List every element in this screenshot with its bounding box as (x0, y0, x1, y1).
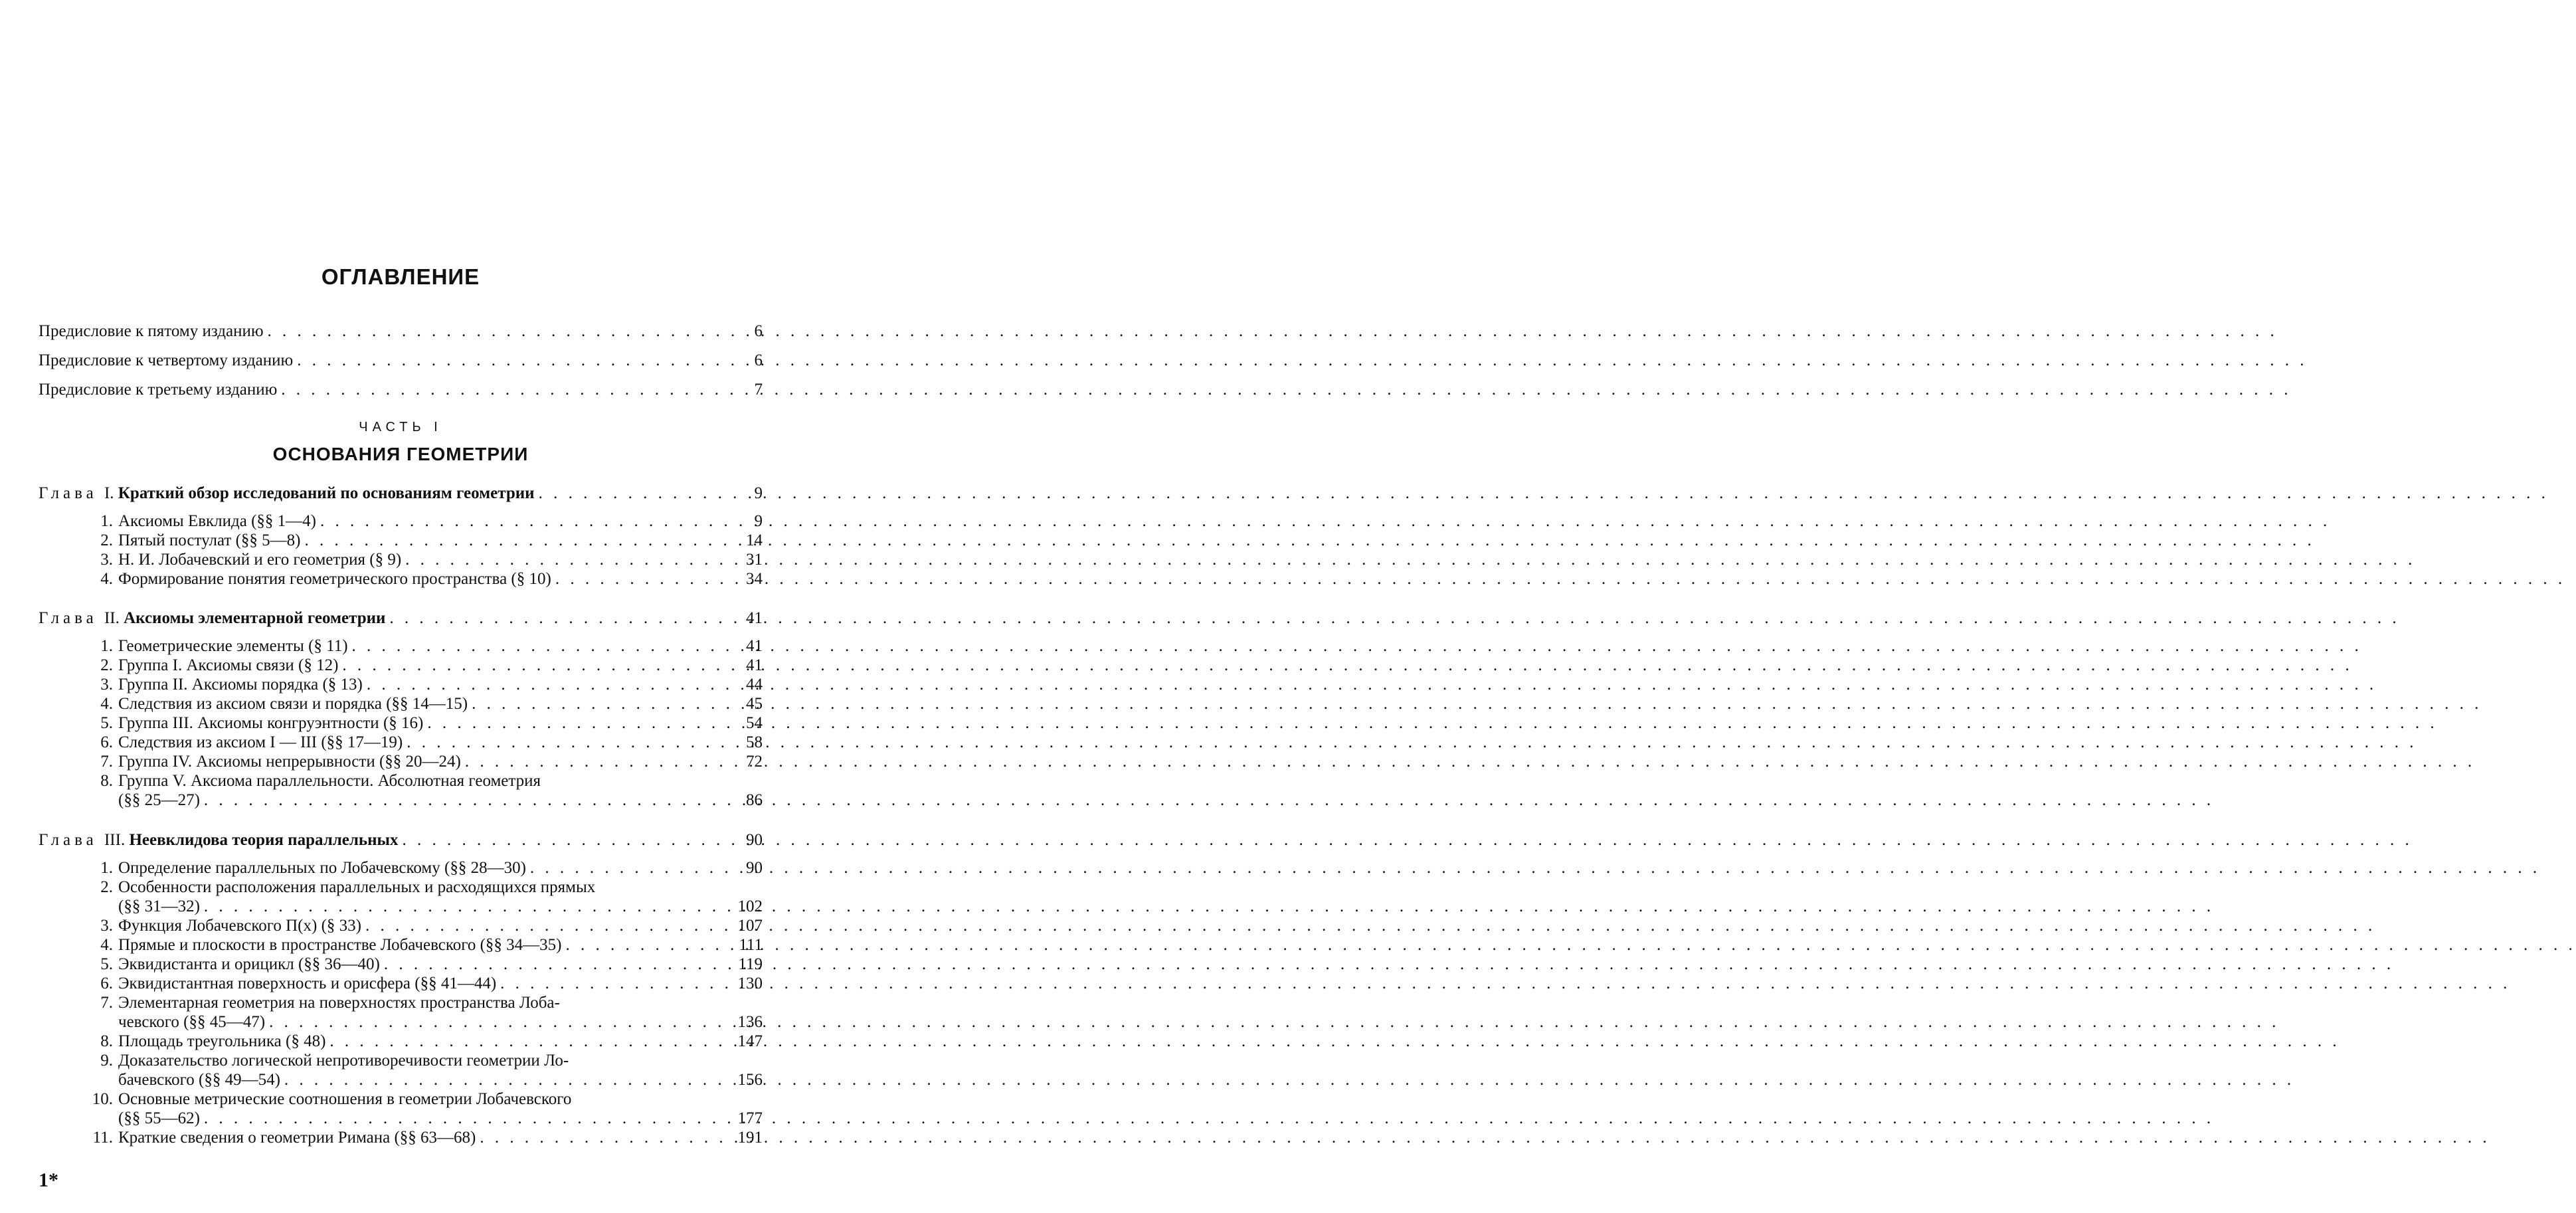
entry-text: Прямые и плоскости в пространстве Лобачевского (§§ 34—35) (118, 935, 561, 955)
toc-entry[interactable] (85, 531, 763, 551)
entry-page: 58 (716, 733, 763, 753)
leader-dots (539, 484, 712, 504)
toc-entry[interactable] (85, 569, 763, 589)
toc-page (39, 0, 763, 1213)
entry-text: Группа I. Аксиомы связи (§ 12) (118, 656, 338, 676)
leader-dots (329, 1032, 712, 1052)
entry-text: Краткие сведения о геометрии Римана (§§ 63—68) (118, 1128, 476, 1148)
leader-dots (407, 733, 712, 753)
chapter-heading-3[interactable] (39, 830, 763, 850)
entry-text-line1: Особенности расположения параллельных и расходящихся прямых (118, 878, 736, 897)
toc-entry[interactable] (85, 858, 763, 878)
entry-text: Группа IV. Аксиомы непрерывности (§§ 20—24) (118, 752, 461, 772)
entry-text-line1: Основные метрические соотношения в геометрии Лобачевского (118, 1089, 736, 1109)
entry-number: 5. (85, 713, 113, 733)
toc-entry-continuation[interactable] (118, 1109, 763, 1129)
entry-text: Геометрические элементы (§ 11) (118, 636, 348, 656)
entry-text: Группа II. Аксиомы порядка (§ 13) (118, 675, 363, 695)
leader-dots (365, 916, 712, 936)
entry-text: Предисловие к третьему изданию (39, 380, 277, 400)
leader-dots (281, 380, 712, 400)
entry-page: 119 (716, 955, 763, 975)
leader-dots (297, 351, 712, 371)
leader-dots (204, 1109, 712, 1129)
entry-number: 2. (85, 531, 113, 551)
entry-text: Следствия из аксиом связи и порядка (§§ 14—15) (118, 694, 468, 714)
entry-number: 6. (85, 974, 113, 994)
toc-entry-continuation[interactable] (118, 791, 763, 810)
toc-entry-multiline[interactable] (85, 771, 763, 791)
entry-page: 31 (716, 550, 763, 570)
entry-number: 11. (85, 1128, 113, 1148)
toc-entry[interactable] (85, 1032, 763, 1052)
toc-entry-multiline[interactable] (85, 993, 763, 1013)
entry-page: 111 (716, 935, 763, 955)
entry-number: 1. (85, 858, 113, 878)
entry-text: Н. И. Лобачевский и его геометрия (§ 9) (118, 550, 401, 570)
entry-page: 9 (716, 512, 763, 531)
entry-number: 4. (85, 935, 113, 955)
entry-number: 3. (85, 916, 113, 936)
entry-text-line2: (§§ 25—27) (118, 791, 200, 810)
entry-number: 1. (85, 512, 113, 531)
chapter-word: Глава (39, 609, 98, 627)
leader-dots (284, 1070, 712, 1090)
entry-text: Предисловие к четвертому изданию (39, 351, 293, 371)
entry-page: 41 (716, 608, 763, 628)
toc-entry[interactable] (85, 752, 763, 772)
toc-entry[interactable] (85, 694, 763, 714)
leader-dots (305, 531, 713, 551)
leader-dots (269, 1012, 712, 1032)
toc-entry[interactable] (85, 675, 763, 695)
part-label: ЧАСТЬ I (39, 420, 763, 435)
toc-entry[interactable] (85, 974, 763, 994)
leader-dots (403, 830, 712, 850)
chapter-title: Неевклидова теория параллельных (129, 831, 398, 849)
leader-dots (384, 955, 712, 975)
leader-dots (268, 322, 712, 341)
chapter-number: II. (104, 609, 120, 627)
entry-text: Эквидистантная поверхность и орисфера (§§ 41—44) (118, 974, 496, 994)
leader-dots (352, 636, 712, 656)
toc-entry[interactable] (85, 713, 763, 733)
entry-page: 9 (716, 484, 763, 504)
leader-dots (480, 1128, 712, 1148)
chapter-number: III. (104, 831, 125, 849)
entry-text: Площадь треугольника (§ 48) (118, 1032, 325, 1052)
entry-page: 41 (716, 636, 763, 656)
leader-dots (367, 675, 712, 695)
toc-entry[interactable] (85, 1128, 763, 1148)
toc-entry-multiline[interactable] (85, 1089, 763, 1109)
leader-dots (565, 935, 712, 955)
toc-entry[interactable] (85, 916, 763, 936)
entry-page: 72 (716, 752, 763, 772)
leader-dots (204, 791, 712, 810)
toc-entry[interactable] (85, 550, 763, 570)
toc-entry-multiline[interactable] (85, 878, 763, 897)
entry-number: 5. (85, 955, 113, 975)
entry-page: 90 (716, 830, 763, 850)
leader-dots (472, 694, 712, 714)
toc-entry-continuation[interactable] (118, 897, 763, 917)
entry-number: 1. (85, 636, 113, 656)
entry-number: 3. (85, 550, 113, 570)
leader-dots (530, 858, 712, 878)
entry-number: 2. (85, 656, 113, 676)
leader-dots (204, 897, 712, 917)
entry-text: Функция Лобачевского П(x) (§ 33) (118, 916, 361, 936)
entry-text: Эквидистанта и орицикл (§§ 36—40) (118, 955, 380, 975)
entry-page: 7 (716, 380, 763, 400)
entry-number: 8. (85, 1032, 113, 1052)
part-title: ОСНОВАНИЯ ГЕОМЕТРИИ (39, 444, 763, 465)
entry-text: Пятый постулат (§§ 5—8) (118, 531, 301, 551)
entry-page: 107 (716, 916, 763, 936)
page-signature: 1* (39, 1169, 58, 1192)
chapter-word: Глава (39, 831, 98, 849)
entry-number: 4. (85, 569, 113, 589)
toc-entry[interactable] (85, 935, 763, 955)
chapter-title: Краткий обзор исследований по основаниям геометрии (118, 484, 535, 502)
entry-page: 90 (716, 858, 763, 878)
toc-entry-continuation[interactable] (118, 1012, 763, 1032)
toc-entry[interactable] (85, 512, 763, 531)
entry-text: Аксиомы Евклида (§§ 1—4) (118, 512, 316, 531)
chapter-heading-2[interactable] (39, 608, 763, 628)
entry-text-line1: Элементарная геометрия на поверхностях пространства Лоба- (118, 993, 736, 1013)
chapter-title: Аксиомы элементарной геометрии (124, 609, 385, 627)
toc-entry-preface-3[interactable] (39, 380, 763, 400)
entry-number: 10. (85, 1089, 113, 1109)
entry-page: 156 (716, 1070, 763, 1090)
entry-page: 130 (716, 974, 763, 994)
entry-page: 136 (716, 1012, 763, 1032)
entry-page: 6 (716, 351, 763, 371)
leader-dots (555, 569, 712, 589)
leader-dots (465, 752, 712, 772)
entry-page: 14 (716, 531, 763, 551)
leader-dots (427, 713, 712, 733)
toc-entry[interactable] (85, 656, 763, 676)
entry-text: Следствия из аксиом I — III (§§ 17—19) (118, 733, 403, 753)
entry-number: 3. (85, 675, 113, 695)
entry-number: 7. (85, 752, 113, 772)
leader-dots (342, 656, 712, 676)
leader-dots (500, 974, 712, 994)
toc-entry[interactable] (85, 955, 763, 975)
chapter-heading-1[interactable] (39, 484, 763, 504)
entry-page: 6 (716, 322, 763, 341)
entry-number: 2. (85, 878, 113, 897)
toc-entry-preface-5[interactable] (39, 322, 763, 341)
entry-page: 102 (716, 897, 763, 917)
entry-page: 54 (716, 713, 763, 733)
entry-text: Формирование понятия геометрического пространства (§ 10) (118, 569, 551, 589)
toc-entry-multiline[interactable] (85, 1051, 763, 1071)
toc-entry[interactable] (85, 733, 763, 753)
entry-text: Группа III. Аксиомы конгруэнтности (§ 16) (118, 713, 423, 733)
chapter-word: Глава (39, 484, 98, 502)
entry-page: 41 (716, 656, 763, 676)
toc-entry[interactable] (85, 636, 763, 656)
entry-page: 177 (716, 1109, 763, 1129)
entry-page: 34 (716, 569, 763, 589)
entry-text: Определение параллельных по Лобачевскому (§§ 28—30) (118, 858, 526, 878)
page-title: ОГЛАВЛЕНИЕ (39, 264, 763, 290)
leader-dots (389, 608, 712, 628)
entry-page: 191 (716, 1128, 763, 1148)
entry-page: 45 (716, 694, 763, 714)
entry-text-line2: (§§ 55—62) (118, 1109, 200, 1129)
entry-text: Предисловие к пятому изданию (39, 322, 264, 341)
entry-number: 6. (85, 733, 113, 753)
leader-dots (320, 512, 712, 531)
toc-entry-continuation[interactable] (118, 1070, 763, 1090)
entry-text-line2: бачевского (§§ 49—54) (118, 1070, 280, 1090)
chapter-number: I. (104, 484, 114, 502)
entry-number: 7. (85, 993, 113, 1013)
entry-text-line2: чевского (§§ 45—47) (118, 1012, 265, 1032)
entry-number: 8. (85, 771, 113, 791)
entry-page: 147 (716, 1032, 763, 1052)
entry-page: 44 (716, 675, 763, 695)
entry-number: 4. (85, 694, 113, 714)
entry-text-line1: Доказательство логической непротиворечивости геометрии Ло- (118, 1051, 736, 1071)
entry-text-line1: Группа V. Аксиома параллельности. Абсолютная геометрия (118, 771, 716, 791)
entry-page: 86 (716, 791, 763, 810)
entry-number: 9. (85, 1051, 113, 1071)
leader-dots (405, 550, 712, 570)
toc-entry-preface-4[interactable] (39, 351, 763, 371)
entry-text-line2: (§§ 31—32) (118, 897, 200, 917)
